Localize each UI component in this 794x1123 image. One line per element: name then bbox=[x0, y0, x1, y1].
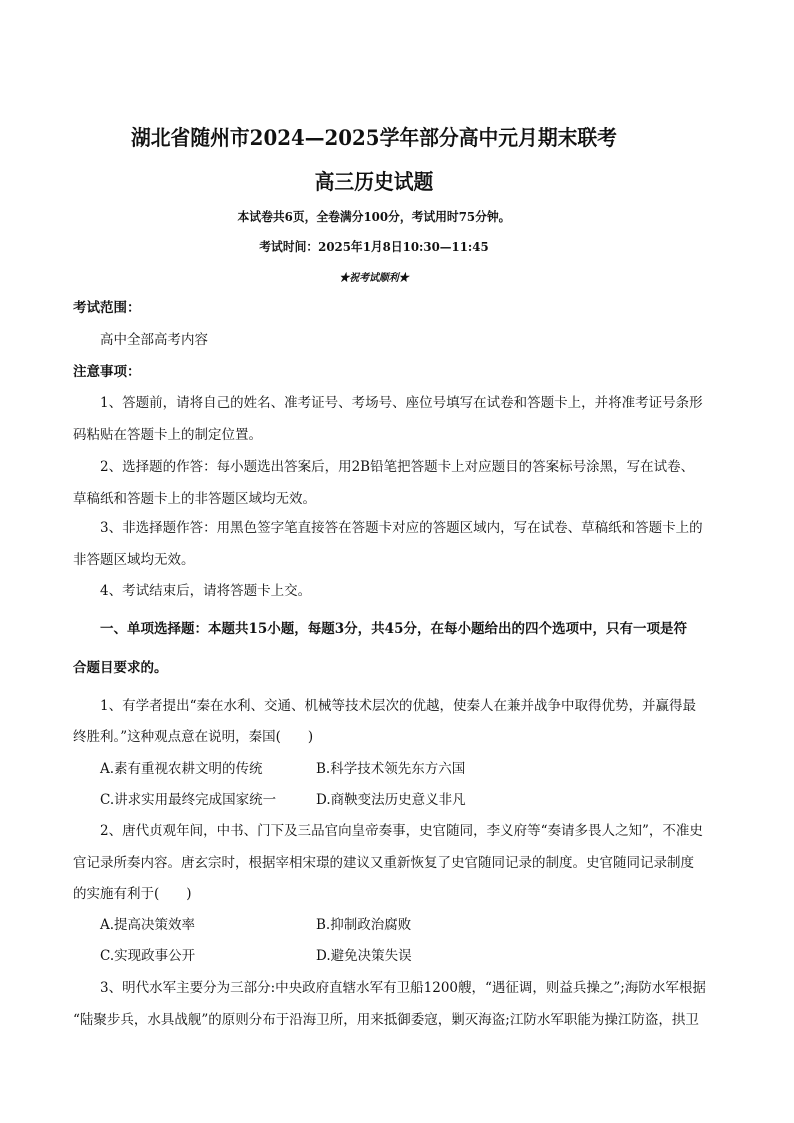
section-1-heading-line-1: 一、单项选择题：本题共15小题，每题3分，共45分，在每小题给出的四个选项中，只有一项是符 bbox=[100, 621, 687, 637]
scope-label: 考试范围： bbox=[73, 300, 141, 316]
note-1-line-1: 1、答题前，请将自己的姓名、准考证号、考场号、座位号填写在试卷和答题卡上，并将准考证号条形 bbox=[100, 395, 703, 411]
q2-stem-line-2: 官记录所奏内容。唐玄宗时，根据宰相宋璟的建议又重新恢复了史官随同记录的制度。史官随同记录制度 bbox=[73, 855, 694, 871]
good-luck-line: ★祝考试顺利★ bbox=[339, 272, 409, 284]
q2-option-b: B.抑制政治腐败 bbox=[316, 917, 412, 933]
note-3-line-2: 非答题区域均无效。 bbox=[73, 552, 195, 568]
q3-stem-line-1: 3、明代水军主要分为三部分:中央政府直辖水军有卫船1200艘，“遇征调，则益兵操之”;海防水军根据 bbox=[100, 980, 706, 996]
section-1-heading-line-2: 合题目要求的。 bbox=[73, 660, 168, 676]
q2-stem-line-3: 的实施有利于( ) bbox=[73, 886, 192, 902]
q1-option-b: B.科学技术领先东方六国 bbox=[316, 761, 466, 777]
q1-option-c: C.讲求实用最终完成国家统一 bbox=[100, 792, 277, 808]
exam-info-time: 考试时间：2025年1月8日10:30—11:45 bbox=[259, 239, 489, 254]
exam-title: 湖北省随州市2024—2025学年部分高中元月期末联考 bbox=[130, 125, 617, 150]
q2-stem-line-1: 2、唐代贞观年间，中书、门下及三品官向皇帝奏事，史官随同，李义府等“奏请多畏人之知”，不准史 bbox=[100, 823, 703, 839]
q2-option-a: A.提高决策效率 bbox=[100, 917, 196, 933]
note-2-line-2: 草稿纸和答题卡上的非答题区域均无效。 bbox=[73, 491, 316, 507]
q1-option-d: D.商鞅变法历史意义非凡 bbox=[316, 792, 466, 808]
q2-option-d: D.避免决策失误 bbox=[316, 948, 412, 964]
note-4: 4、考试结束后，请将答题卡上交。 bbox=[100, 583, 312, 599]
q2-option-c: C.实现政事公开 bbox=[100, 948, 196, 964]
exam-subtitle: 高三历史试题 bbox=[314, 169, 434, 194]
q1-stem-line-1: 1、有学者提出“秦在水利、交通、机械等技术层次的优越，使秦人在兼并战争中取得优势，并赢得最 bbox=[100, 698, 696, 714]
q3-stem-line-2: “陆聚步兵，水具战舰”的原则分布于沿海卫所，用来抵御委寇，剿灭海盗;江防水军职能为操江防盗，拱卫 bbox=[73, 1012, 699, 1028]
q1-option-a: A.素有重视农耕文明的传统 bbox=[100, 761, 263, 777]
notes-label: 注意事项： bbox=[73, 364, 141, 380]
scope-content: 高中全部高考内容 bbox=[100, 332, 208, 348]
q1-stem-line-2: 终胜利。”这种观点意在说明，秦国( ) bbox=[73, 729, 314, 745]
note-2-line-1: 2、选择题的作答：每小题选出答案后，用2B铅笔把答题卡上对应题目的答案标号涂黑，写在试卷、 bbox=[100, 459, 695, 475]
note-1-line-2: 码粘贴在答题卡上的制定位置。 bbox=[73, 427, 262, 443]
note-3-line-1: 3、非选择题作答：用黑色签字笔直接答在答题卡对应的答题区域内，写在试卷、草稿纸和答题卡上的 bbox=[100, 520, 703, 536]
exam-info-pages: 本试卷共6页，全卷满分100分，考试用时75分钟。 bbox=[237, 209, 511, 224]
